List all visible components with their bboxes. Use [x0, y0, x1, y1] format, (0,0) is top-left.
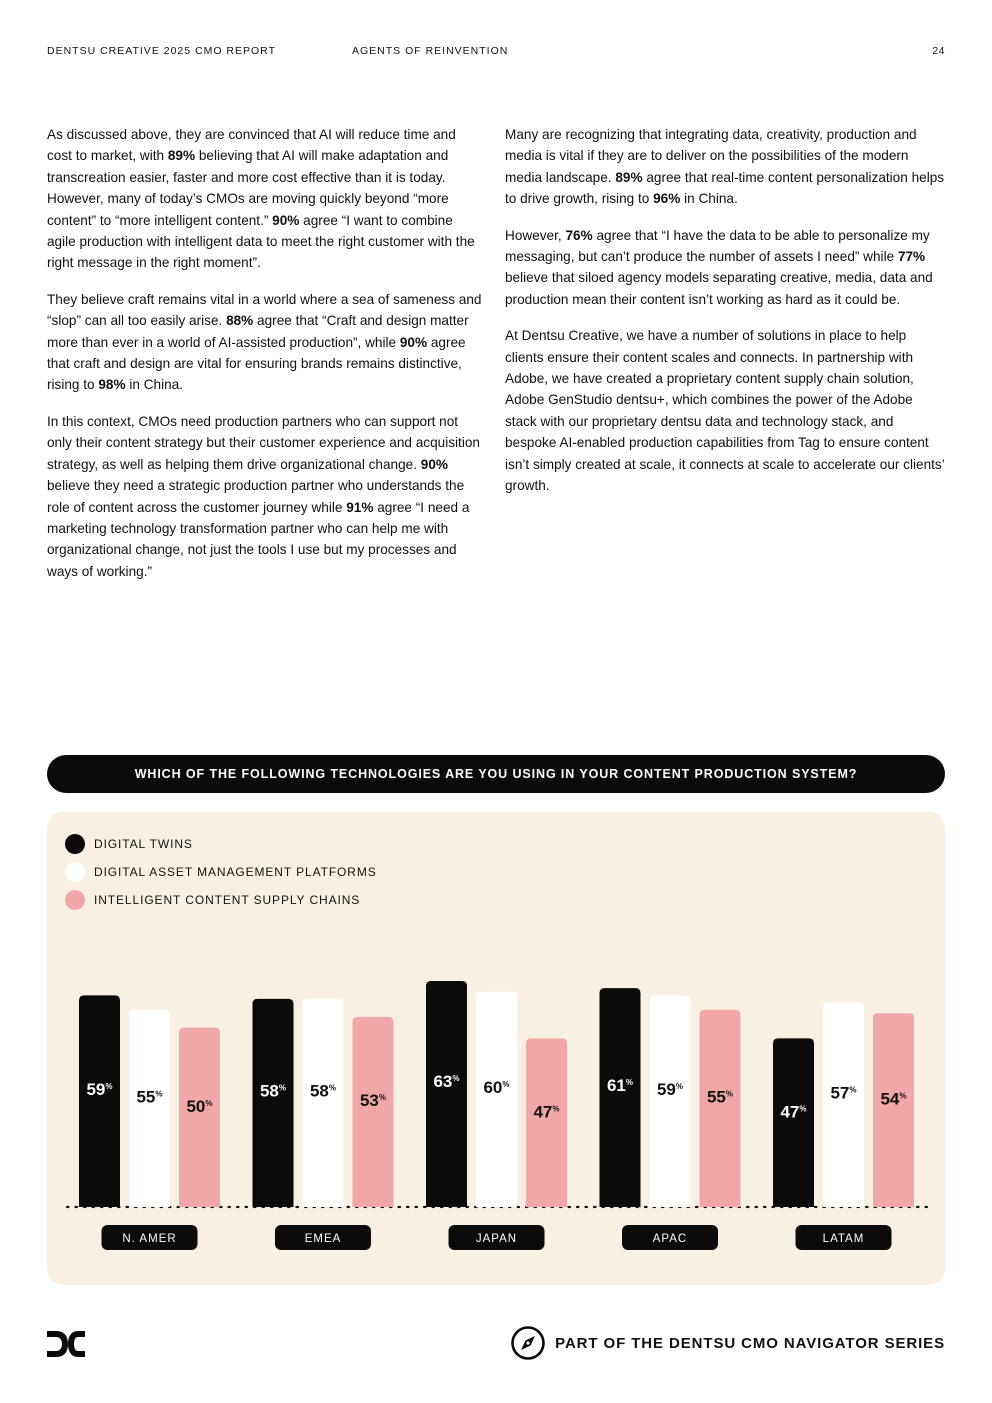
bar [650, 995, 691, 1207]
data-label: 61% [606, 1076, 634, 1096]
bar [823, 1003, 864, 1207]
bar [129, 1010, 170, 1207]
stat-highlight: 89% [615, 169, 643, 185]
bar [773, 1038, 814, 1207]
data-label: 63% [433, 1072, 460, 1092]
data-label: 60% [483, 1077, 510, 1097]
legend-label: DIGITAL ASSET MANAGEMENT PLATFORMS [94, 865, 377, 879]
paragraph: However, 76% agree that “I have the data to be able to personalize my messaging, but can’t produce the number of assets I need” while 77% believe that siloed agency models separating creative, media, data and production mean their content isn’t working as hard as it could be. [505, 227, 933, 307]
paragraph: They believe craft remains vital in a world where a sea of sameness and “slop” can all too easily arise. 88% agree that “Craft and design matter more than ever in a world of AI-assisted production”, while 90% agree that craft and design are vital for ensuring brands remains distinctive, rising to 98% in China. [47, 291, 482, 393]
bar [426, 981, 467, 1207]
bar [526, 1038, 567, 1207]
data-label: 54% [880, 1089, 907, 1109]
right-column [505, 124, 947, 512]
data-label: 50% [186, 1096, 213, 1116]
report-title: DENTSU CREATIVE 2025 CMO REPORT [47, 45, 276, 57]
series-banner [511, 1326, 945, 1360]
bar [873, 1013, 914, 1207]
bar [253, 999, 294, 1207]
series-text: PART OF THE DENTSU CMO NAVIGATOR SERIES [555, 1334, 945, 1352]
stat-highlight: 96% [653, 191, 681, 207]
data-label: 58% [309, 1081, 337, 1101]
chart-question-banner: WHICH OF THE FOLLOWING TECHNOLOGIES ARE YOU USING IN YOUR CONTENT PRODUCTION SYSTEM? [47, 755, 945, 793]
data-label: 59% [656, 1079, 684, 1099]
category-label: JAPAN [475, 1233, 518, 1245]
legend-label: INTELLIGENT CONTENT SUPPLY CHAINS [94, 893, 361, 907]
stat-highlight: 90% [272, 212, 300, 228]
bar [303, 999, 344, 1207]
stat-highlight: 91% [346, 499, 374, 515]
data-label: 47% [533, 1102, 560, 1122]
chart-panel [47, 812, 945, 1285]
category-label: LATAM [822, 1233, 865, 1245]
bar [353, 1017, 394, 1207]
bar [476, 992, 517, 1207]
stat-highlight: 90% [399, 334, 428, 350]
data-label: 53% [359, 1091, 387, 1111]
stat-highlight: 90% [420, 456, 449, 472]
paragraph: As discussed above, they are convinced that AI will reduce time and cost to market, with 89% believing that AI will make adaptation and transcreation easier, faster and more cost effective than it is today. However, many of today’s CMOs are moving quickly beyond “more content” to “more intelligent content.” 90% agree “I want to combine agile production with intelligent data to meet the right customer with the right message in the right moment”. [47, 127, 475, 271]
stat-highlight: 76% [565, 227, 593, 243]
paragraph: Many are recognizing that integrating data, creativity, production and media is vital if they are to deliver on the possibilities of the modern media landscape. 89% agree that real-time content personalization helps to drive growth, rising to 96% in China. [505, 127, 945, 207]
paragraph: At Dentsu Creative, we have a number of solutions in place to help clients ensure their content scales and connects. In partnership with Adobe, we have created a proprietary content supply chain solution, Adobe GenStudio dentsu+, which combines the power of the Adobe stack with our proprietary dentsu data and technology stack, and bespoke AI-enabled production capabilities from Tag to ensure content isn’t simply created at scale, it connects at scale to accelerate our clients’ growth. [505, 328, 945, 494]
dentsu-logo-icon [47, 1331, 87, 1357]
category-label: EMEA [304, 1233, 342, 1245]
stat-highlight: 98% [98, 377, 126, 393]
data-label: 58% [259, 1081, 287, 1101]
stat-highlight: 89% [167, 148, 196, 164]
data-label: 57% [830, 1083, 857, 1103]
legend-label: DIGITAL TWINS [94, 837, 193, 851]
bar [600, 988, 641, 1207]
data-label: 55% [706, 1087, 734, 1107]
data-label: 55% [136, 1087, 163, 1107]
bar-chart [47, 812, 945, 1285]
category-label: APAC [652, 1233, 688, 1245]
stat-highlight: 77% [897, 249, 926, 265]
category-label: N. AMER [122, 1233, 177, 1245]
data-label: 59% [86, 1079, 113, 1099]
section-title: AGENTS OF REINVENTION [352, 45, 509, 57]
paragraph: In this context, CMOs need production partners who can support not only their content strategy but their customer experience and acquisition strategy, as well as helping them drive organizational change. 90% believe they need a strategic production partner who understands the role of content across the customer journey while 91% agree “I need a marketing technology transformation partner who can help me with organizational change, not just the tools I use but my processes and ways of working.” [47, 413, 480, 579]
stat-highlight: 88% [226, 313, 254, 329]
left-column [47, 124, 484, 597]
compass-icon [511, 1326, 545, 1360]
bar [179, 1028, 220, 1207]
page-number: 24 [932, 45, 945, 57]
data-label: 47% [780, 1102, 807, 1122]
bar [700, 1010, 741, 1207]
bar [79, 995, 120, 1207]
